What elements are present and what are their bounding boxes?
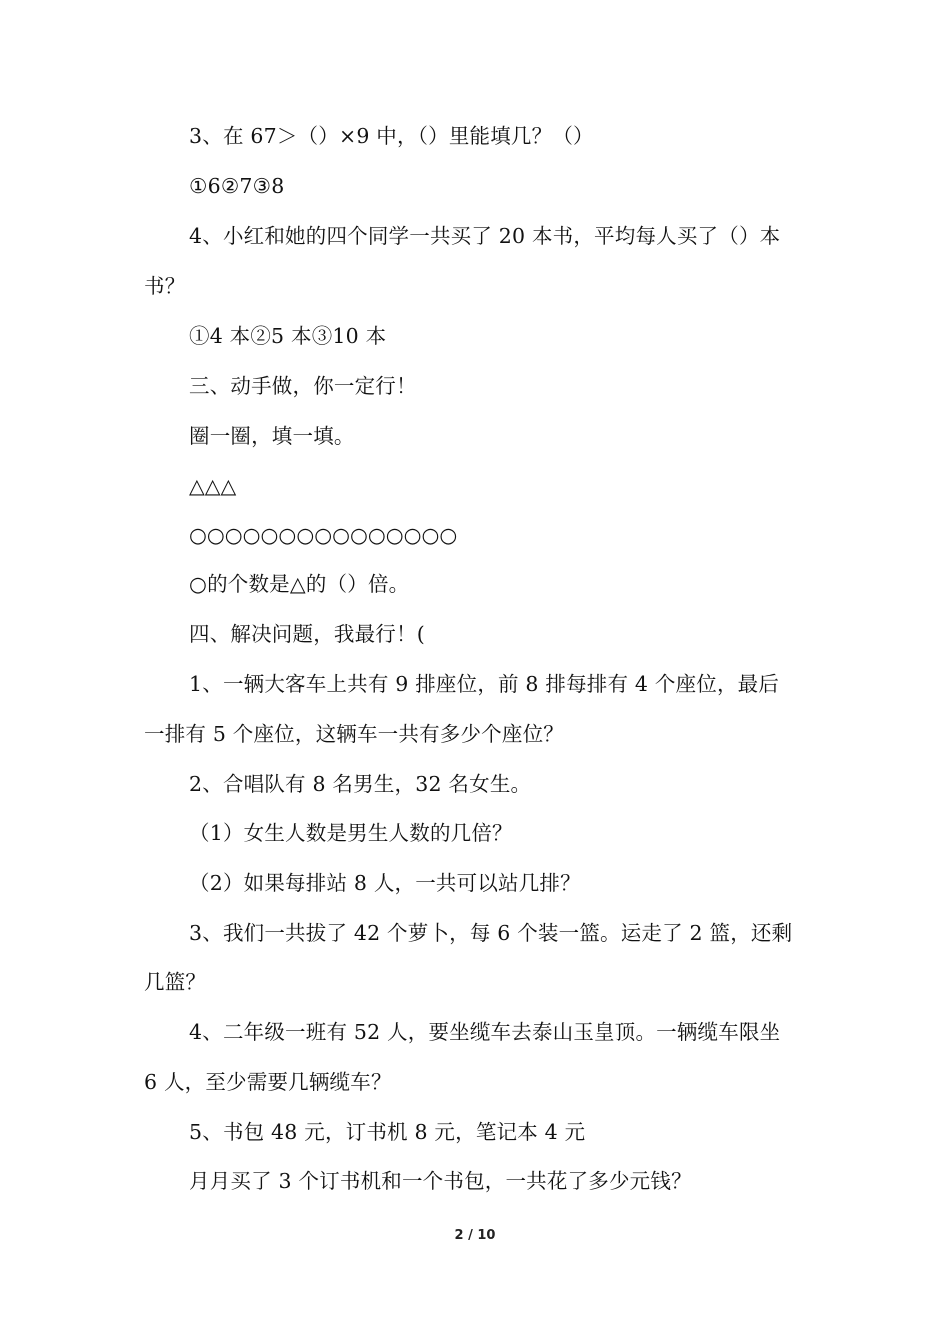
triangle-row: △△△ (189, 474, 237, 498)
section-3-question: ○的个数是△的（）倍。 (189, 572, 410, 596)
circle-row: ○○○○○○○○○○○○○○○ (189, 523, 458, 547)
question-4-line-2: 书？ (144, 274, 186, 298)
problem-4-line-2: 6 人，至少需要几辆缆车？ (144, 1070, 392, 1094)
problem-2-sub-1: （1）女生人数是男生人数的几倍？ (189, 821, 513, 845)
problem-5: 5、书包 48 元，订书机 8 元，笔记本 4 元 (189, 1120, 586, 1144)
question-3: 3、在 67＞（）×9 中，（）里能填几？（） (189, 124, 594, 148)
problem-1-line-1: 1、一辆大客车上共有 9 排座位，前 8 排每排有 4 个座位，最后 (189, 672, 780, 696)
section-3-title: 三、动手做，你一定行！ (189, 374, 417, 398)
question-4-line-1: 4、小红和她的四个同学一共买了 20 本书，平均每人买了（）本 (189, 224, 781, 248)
problem-4-line-1: 4、二年级一班有 52 人，要坐缆车去泰山玉皇顶。一辆缆车限坐 (189, 1020, 781, 1044)
problem-3-line-1: 3、我们一共拔了 42 个萝卜，每 6 个装一篮。运走了 2 篮，还剩 (189, 921, 793, 945)
section-3-instruction: 圈一圈，填一填。 (189, 424, 355, 448)
question-4-options: ①4 本②5 本③10 本 (189, 324, 387, 348)
problem-2-sub-2: （2）如果每排站 8 人，一共可以站几排？ (189, 871, 581, 895)
section-4-title: 四、解决问题，我最行！( (189, 622, 425, 646)
question-3-options: ①6②7③8 (189, 174, 285, 198)
problem-5-question: 月月买了 3 个订书机和一个书包，一共花了多少元钱？ (189, 1169, 692, 1193)
problem-3-line-2: 几篮？ (144, 970, 207, 994)
page-number: 2 / 10 (454, 1228, 496, 1243)
problem-1-line-2: 一排有 5 个座位，这辆车一共有多少个座位？ (144, 722, 564, 746)
problem-2: 2、合唱队有 8 名男生，32 名女生。 (189, 772, 532, 796)
